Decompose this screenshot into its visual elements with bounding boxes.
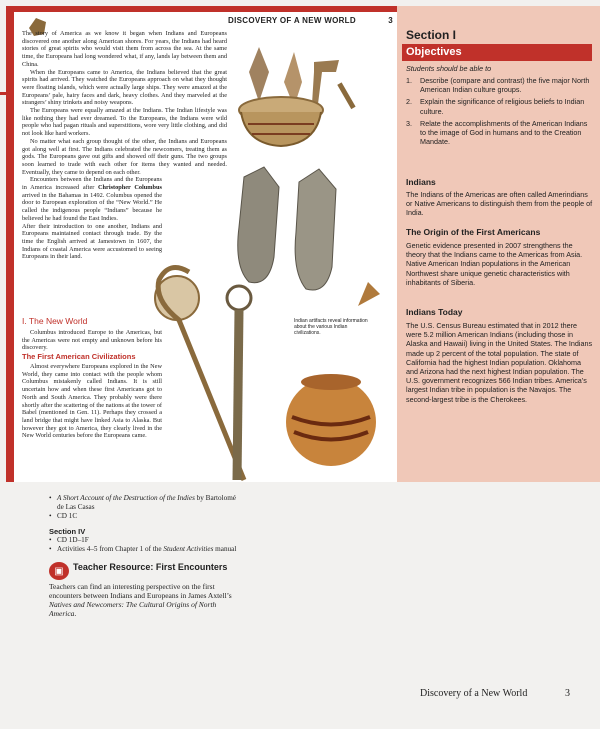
list-item: • A Short Account of the Destruction of the Indies by Bartolomé de Las Casas <box>49 494 236 511</box>
running-head-page: 3 <box>388 16 393 25</box>
manual-title: Student Activities <box>163 545 214 553</box>
paragraph <box>22 176 162 222</box>
body-text-column <box>22 30 227 261</box>
paragraph: After their introduction to one another, Indians and Europeans maintained contact through trade. By the time the English arrived at Jamestown in 1607, the Indians of coastal America were accustomed to seeing Europeans in their land. <box>22 222 162 261</box>
objectives-list <box>406 76 594 149</box>
objective-item <box>406 97 594 115</box>
origin-text: Genetic evidence presented in 2007 strengthens the theory that the Indians came to the Americas from Asia. Native American Indian populations in the American Northwest share unique genetic characteristics with inhabitants of Siberia. <box>406 241 583 287</box>
paragraph-text: Columbus introduced Europe to the Americas, but the Americas were not empty and unknown before his discovery. <box>22 329 162 352</box>
subsection-heading: The First American Civilizations <box>22 352 136 361</box>
text-run: Teachers can find an interesting perspective on the first encounters between Indians and Europeans in James Axtell’s <box>49 582 232 600</box>
book-icon: ▣ <box>49 562 69 580</box>
section-iv-heading: Section IV <box>49 527 86 536</box>
text-run: Encounters between the Indians and the Europeans in America increased after <box>22 176 162 192</box>
running-head-title: DISCOVERY OF A NEW WORLD <box>228 16 356 25</box>
paragraph <box>22 363 162 440</box>
paragraph: When the Europeans came to America, the Indians believed that the great spirits had arrived. They watched the Europeans approach on what they thought were floating islands, which were actually large ships. They were amazed at the Europeans’ pale, hairy faces and dark, heavy clothes. And they marveled at the strangers’ shiny trinkets and noisy weapons. <box>22 68 227 107</box>
objective-item <box>406 119 594 147</box>
indians-today-heading: Indians Today <box>406 307 463 317</box>
list-item-text: CD 1D–1F <box>57 536 89 544</box>
list-item: • CD 1C <box>49 512 78 520</box>
objective-number: 2. <box>406 97 412 107</box>
list-item-text: CD 1C <box>57 512 78 520</box>
text-run: arrived in the Bahamas in 1492. Columbus opened the door to European exploration of the “New World.” He called the indigenous people “Indians” because he believed he had found the East Indies. <box>22 191 162 222</box>
running-head <box>228 16 393 28</box>
list-item: • CD 1D–1F <box>49 536 89 544</box>
objectives-intro: Students should be able to <box>406 64 492 73</box>
teacher-notes <box>49 494 239 618</box>
spear-point-image <box>354 280 384 310</box>
indians-heading: Indians <box>406 177 436 187</box>
war-club-image <box>209 280 269 480</box>
objective-number: 3. <box>406 118 412 128</box>
objectives-banner: Objectives <box>402 44 592 61</box>
text-run: manual <box>213 545 237 553</box>
section-title: Section I <box>406 28 457 42</box>
pottery-vessel-image <box>284 362 379 472</box>
objective-text: Relate the accomplishments of the American Indians to the image of God in humans and to the Creation Mandate. <box>420 118 588 147</box>
columbus-name: Christopher Columbus <box>97 184 162 192</box>
section-heading: I. The New World <box>22 316 88 326</box>
woven-basket-image <box>236 94 326 149</box>
teacher-resource-box <box>49 562 239 580</box>
book-author: by Bartolomé de Las Casas <box>57 494 236 511</box>
footer-title: Discovery of a New World <box>420 688 528 699</box>
paragraph: No matter what each group thought of the other, the Indians and Europeans got along well at first. The Indians celebrated the newcomers, treating them as gods. The Europeans gave out gifts and showed off their guns. The two groups soon learned to trade with each other for items they wanted and needed. Eventually, they came to depend on each other. <box>22 137 227 176</box>
footer-page-number: 3 <box>565 688 570 699</box>
page-footer <box>420 688 570 699</box>
teacher-resource-text <box>49 582 239 618</box>
book-title: Natives and Newcomers: The Cultural Origins of North America <box>49 600 217 618</box>
indians-text: The Indians of the Americas are often called Amerindians or Native Americans to distinguish them from the people of India. <box>406 190 593 218</box>
list-item: • Activities 4–5 from Chapter 1 of the Student Activities manual <box>49 545 237 553</box>
artifact-caption: Indian artifacts reveal information about the various Indian civilizations. <box>294 318 368 336</box>
teacher-resource-title: Teacher Resource: First Encounters <box>73 562 228 572</box>
paragraph <box>22 329 162 352</box>
objective-text: Explain the significance of religious beliefs to Indian culture. <box>420 97 585 116</box>
origin-heading: The Origin of the First Americans <box>406 227 541 237</box>
student-page <box>14 12 397 482</box>
indians-today-text: The U.S. Census Bureau estimated that in 2012 there were 5.2 million American Indians (including those in Alaska and Hawaii) living in the United States. The Indians made up 2 percent of the total population. The state of California had the highest Indian population. Oklahoma and Arizona had the next highest Indian population. The U.S. government recognizes 566 Indian tribes. America’s largest Indian tribe in population is the Navajos. The second-largest tribe is the Cherokees. <box>406 321 593 404</box>
book-title: A Short Account of the Destruction of the Indies <box>57 494 195 502</box>
text-run: . <box>74 609 77 618</box>
objective-text: Describe (compare and contrast) the five major North American Indian culture groups. <box>420 76 590 95</box>
text-run: Activities 4–5 from Chapter 1 of the <box>57 545 164 553</box>
teacher-sidebar <box>397 6 600 482</box>
objective-item <box>406 76 594 94</box>
objective-number: 1. <box>406 76 412 85</box>
paragraph-text: Almost everywhere Europeans explored in the New World, they came into contact with the people whom Columbus mistakenly called Indians. It is still uncertain how and when these first Americans got to North and South America. They probably were there shortly after the scattering of the nations at the tower of Babel (mentioned in Gen. 11). Perhaps they crossed a land bridge that might have linked Asia to Alaska. But however they got to America, they clearly lived in the New World centuries before the Europeans came. <box>22 363 162 440</box>
paragraph: The Europeans were equally amazed at the Indians. The Indian lifestyle was like nothing they had ever dreamed. To the Europeans, the Indians were wild people who had pagan rituals and superstitions, wore very little clothing, and did not look like hard workers. <box>22 107 227 138</box>
paragraph: The story of America as we know it began when Indians and Europeans discovered one another along American shores. For years, the Indians had heard stories of great spirits who would visit them from across the sea. At the same time, the Europeans had long wondered what, if any, lands lay between them and China. <box>22 30 227 68</box>
